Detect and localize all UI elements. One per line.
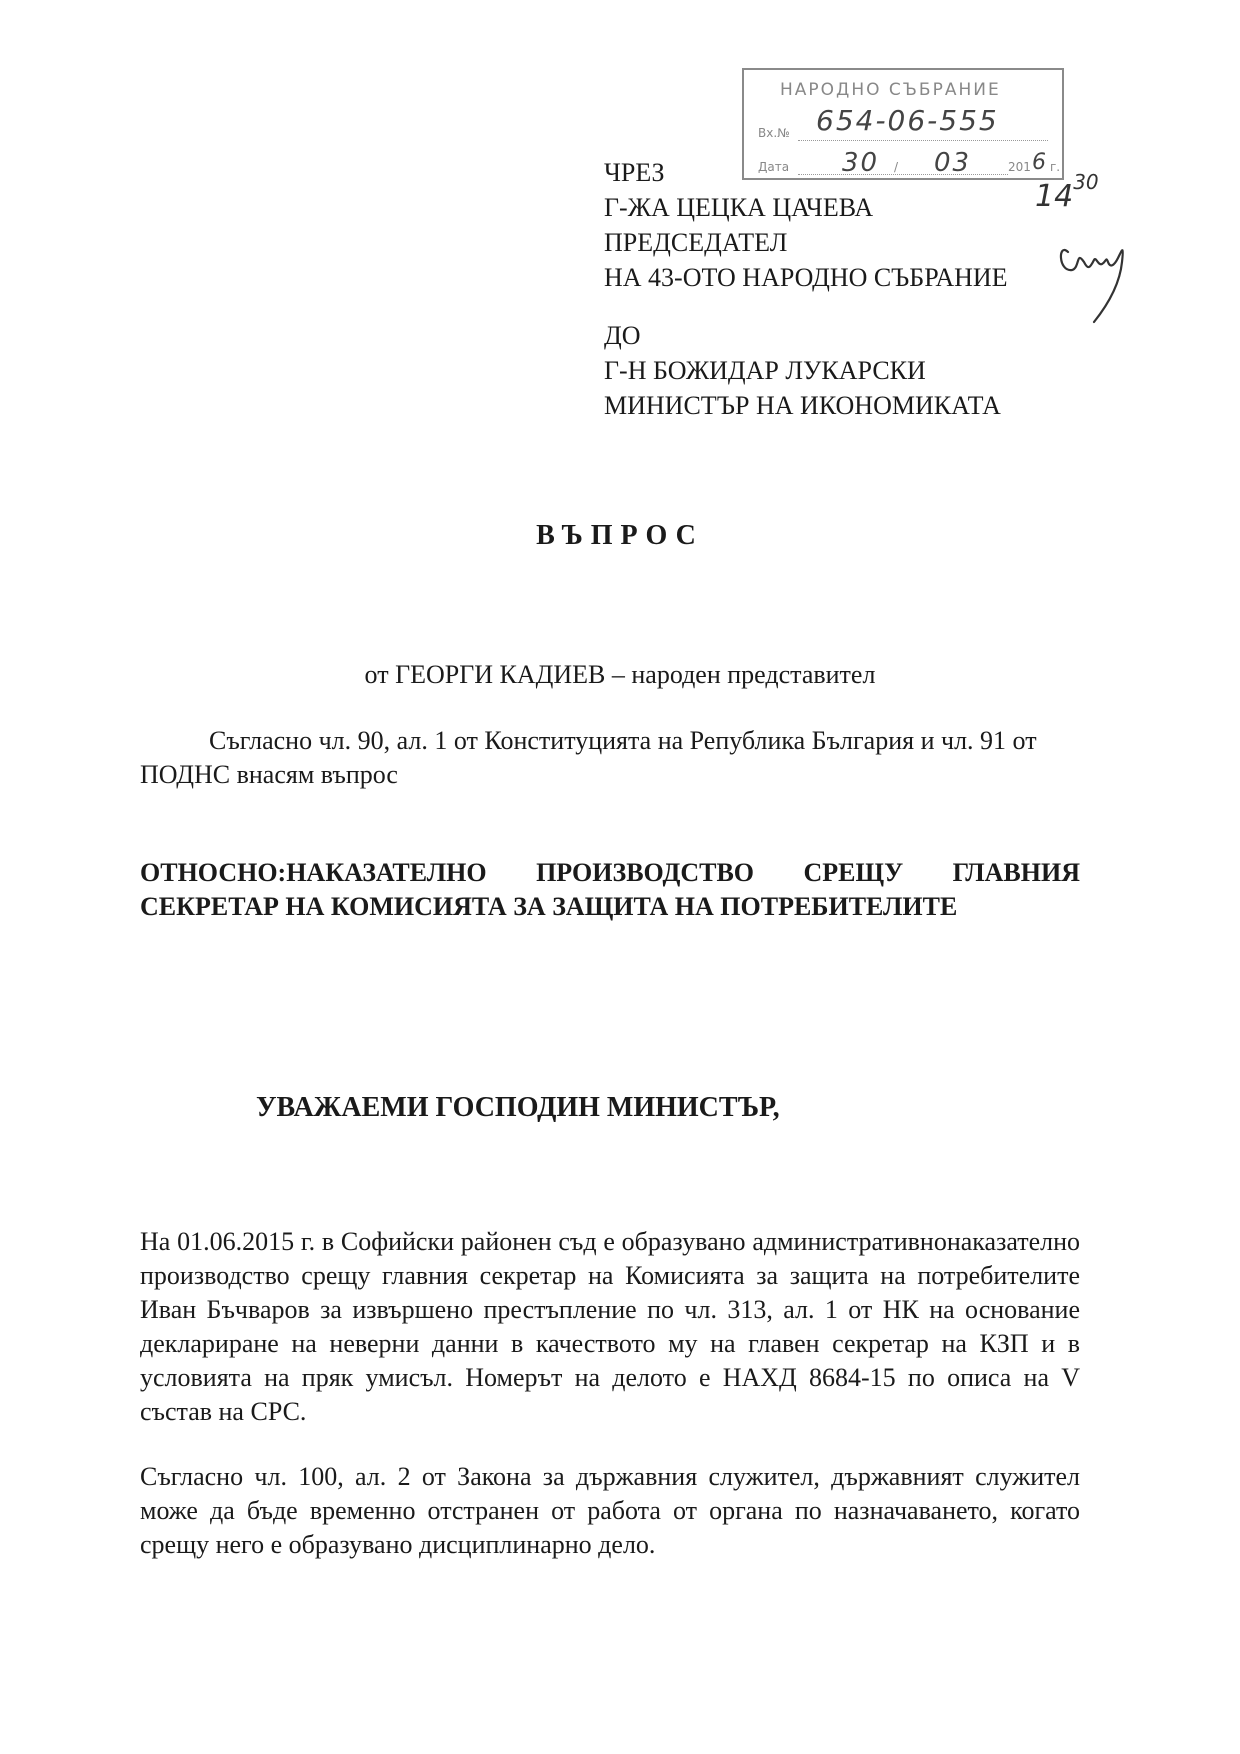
via-institution: НА 43-ОТО НАРОДНО СЪБРАНИЕ xyxy=(604,263,1008,292)
via-name: Г-ЖА ЦЕЦКА ЦАЧЕВА xyxy=(604,193,874,222)
stamp-number-label: Вх.№ xyxy=(758,126,790,140)
recipient-label: ДО xyxy=(604,321,641,350)
handwritten-time-minutes: 30 xyxy=(1073,170,1099,194)
recipient-name: Г-Н БОЖИДАР ЛУКАРСКИ xyxy=(604,356,926,385)
intro-paragraph: Съгласно чл. 90, ал. 1 от Конституцията на Република България и чл. 91 от ПОДНС внасям въпрос xyxy=(140,726,1037,789)
handwritten-signature xyxy=(1050,222,1140,342)
stamp-year-suffix: г. xyxy=(1050,160,1061,174)
via-block xyxy=(604,155,1008,295)
recipient-block xyxy=(604,318,1001,423)
document-title: ВЪПРОС xyxy=(536,520,704,551)
subject-line-2: СЕКРЕТАР НА КОМИСИЯТА ЗА ЗАЩИТА НА ПОТРЕБИТЕЛИТЕ xyxy=(140,892,958,921)
subject-block xyxy=(140,856,1080,924)
body-paragraph-1: На 01.06.2015 г. в Софийски районен съд е образувано административнонаказателно производство срещу главния секретар на Комисията за защита на потребителите Иван Бъчваров за извършено престъпление по чл. 313, ал. 1 от НК на основание деклариране на неверни данни в качеството му на главен секретар на КЗП и в условията на пряк умисъл. Номерът на делото е НАХД 8684-15 по описа на V състав на СРС. xyxy=(140,1227,1080,1426)
stamp-day: 30 xyxy=(842,148,880,178)
stamp-date-label: Дата xyxy=(758,160,790,174)
stamp-number-line xyxy=(798,140,1048,141)
recipient-position: МИНИСТЪР НА ИКОНОМИКАТА xyxy=(604,391,1001,420)
via-label: ЧРЕЗ xyxy=(604,158,665,187)
body-paragraph-2: Съгласно чл. 100, ал. 2 от Закона за държавния служител, държавният служител може да бъде временно отстранен от работа от органа по назначаването, когато срещу него е образувано дисциплинарно дело. xyxy=(140,1462,1080,1559)
subject-line-1: ОТНОСНО:НАКАЗАТЕЛНО ПРОИЗВОДСТВО СРЕЩУ ГЛАВНИЯ xyxy=(140,858,1080,887)
stamp-year-handwritten: 6 xyxy=(1032,150,1048,175)
stamp-number-value: 654-06-555 xyxy=(816,104,999,137)
handwritten-time-hour: 14 xyxy=(1035,179,1074,214)
salutation: УВАЖАЕМИ ГОСПОДИН МИНИСТЪР, xyxy=(256,1092,780,1123)
handwritten-time xyxy=(1035,170,1099,214)
stamp-separator: / xyxy=(894,160,899,174)
stamp-title: НАРОДНО СЪБРАНИЕ xyxy=(780,80,1001,100)
stamp-month: 03 xyxy=(934,148,972,178)
via-position: ПРЕДСЕДАТЕЛ xyxy=(604,228,788,257)
stamp-year-prefix: 201 xyxy=(1008,160,1031,174)
from-line: от ГЕОРГИ КАДИЕВ – народен представител xyxy=(364,660,876,689)
